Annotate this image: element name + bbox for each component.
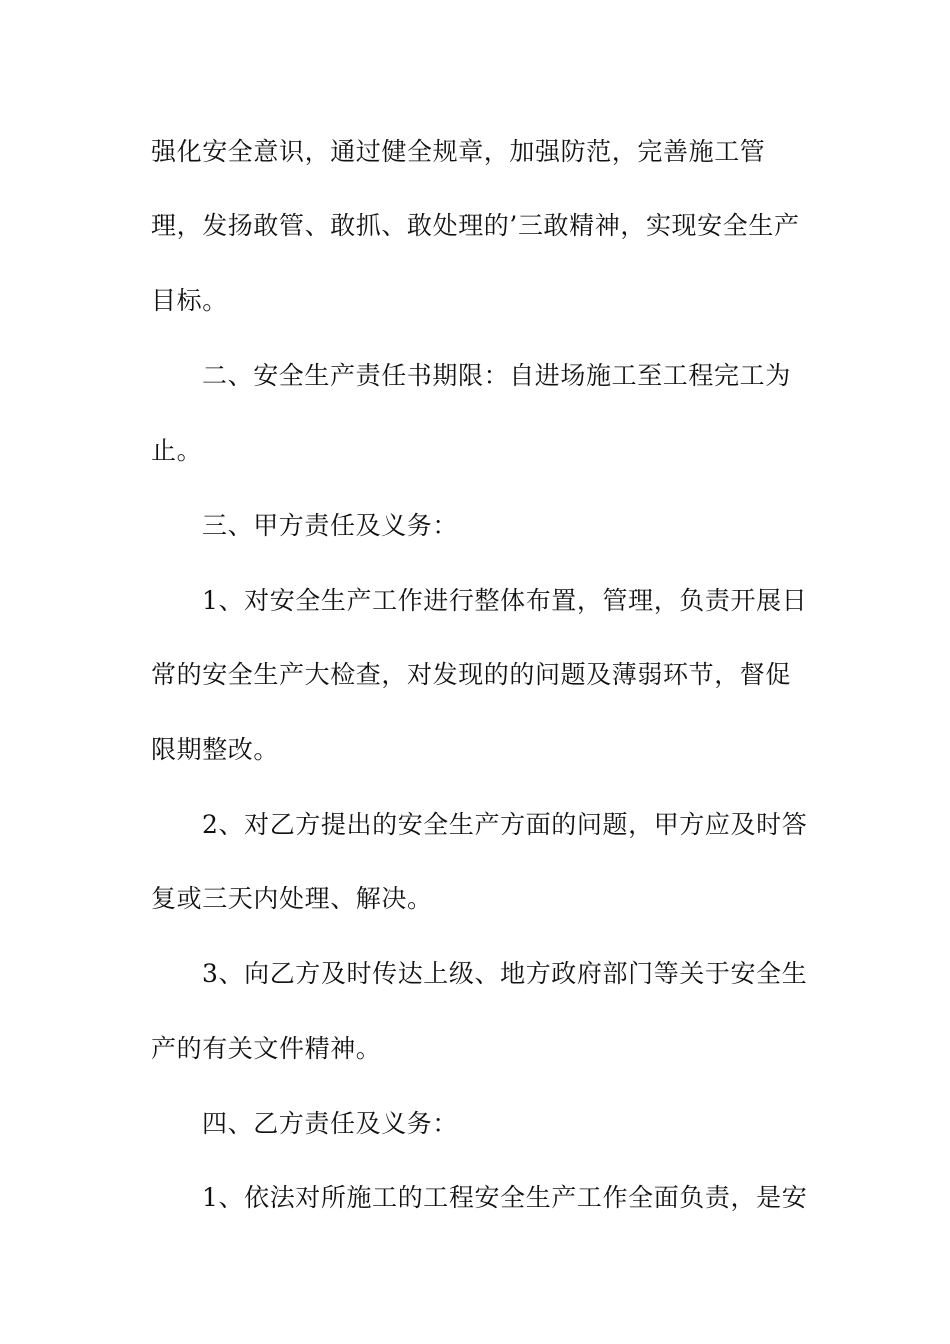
text-line-5: 止。	[151, 436, 203, 465]
item-3-1-line-3: 限期整改。	[151, 735, 280, 764]
text-line-1: 强化安全意识，通过健全规章，加强防范，完善施工管	[151, 137, 766, 166]
section-four-heading: 四、乙方责任及义务：	[202, 1109, 459, 1138]
section-three-heading: 三、甲方责任及义务：	[202, 511, 459, 540]
item-4-1-line-1: 1、依法对所施工的工程安全生产工作全面负责，是安	[202, 1183, 808, 1212]
item-3-1-line-2: 常的安全生产大检查，对发现的的问题及薄弱环节，督促	[151, 660, 792, 689]
text-line-3: 目标。	[151, 286, 228, 315]
item-3-3-line-1: 3、向乙方及时传达上级、地方政府部门等关于安全生	[202, 959, 808, 988]
item-3-2-line-1: 2、对乙方提出的安全生产方面的问题，甲方应及时答	[202, 810, 808, 839]
item-3-2-line-2: 复或三天内处理、解决。	[151, 884, 433, 913]
item-3-1-line-1: 1、对安全生产工作进行整体布置，管理，负责开展日	[202, 586, 808, 615]
item-3-3-line-2: 产的有关文件精神。	[151, 1034, 382, 1063]
section-two-heading: 二、安全生产责任书期限：自进场施工至工程完工为	[202, 361, 791, 390]
text-line-2: 理，发扬敢管、敢抓、敢处理的’三敢精神，实现安全生产	[151, 211, 800, 240]
